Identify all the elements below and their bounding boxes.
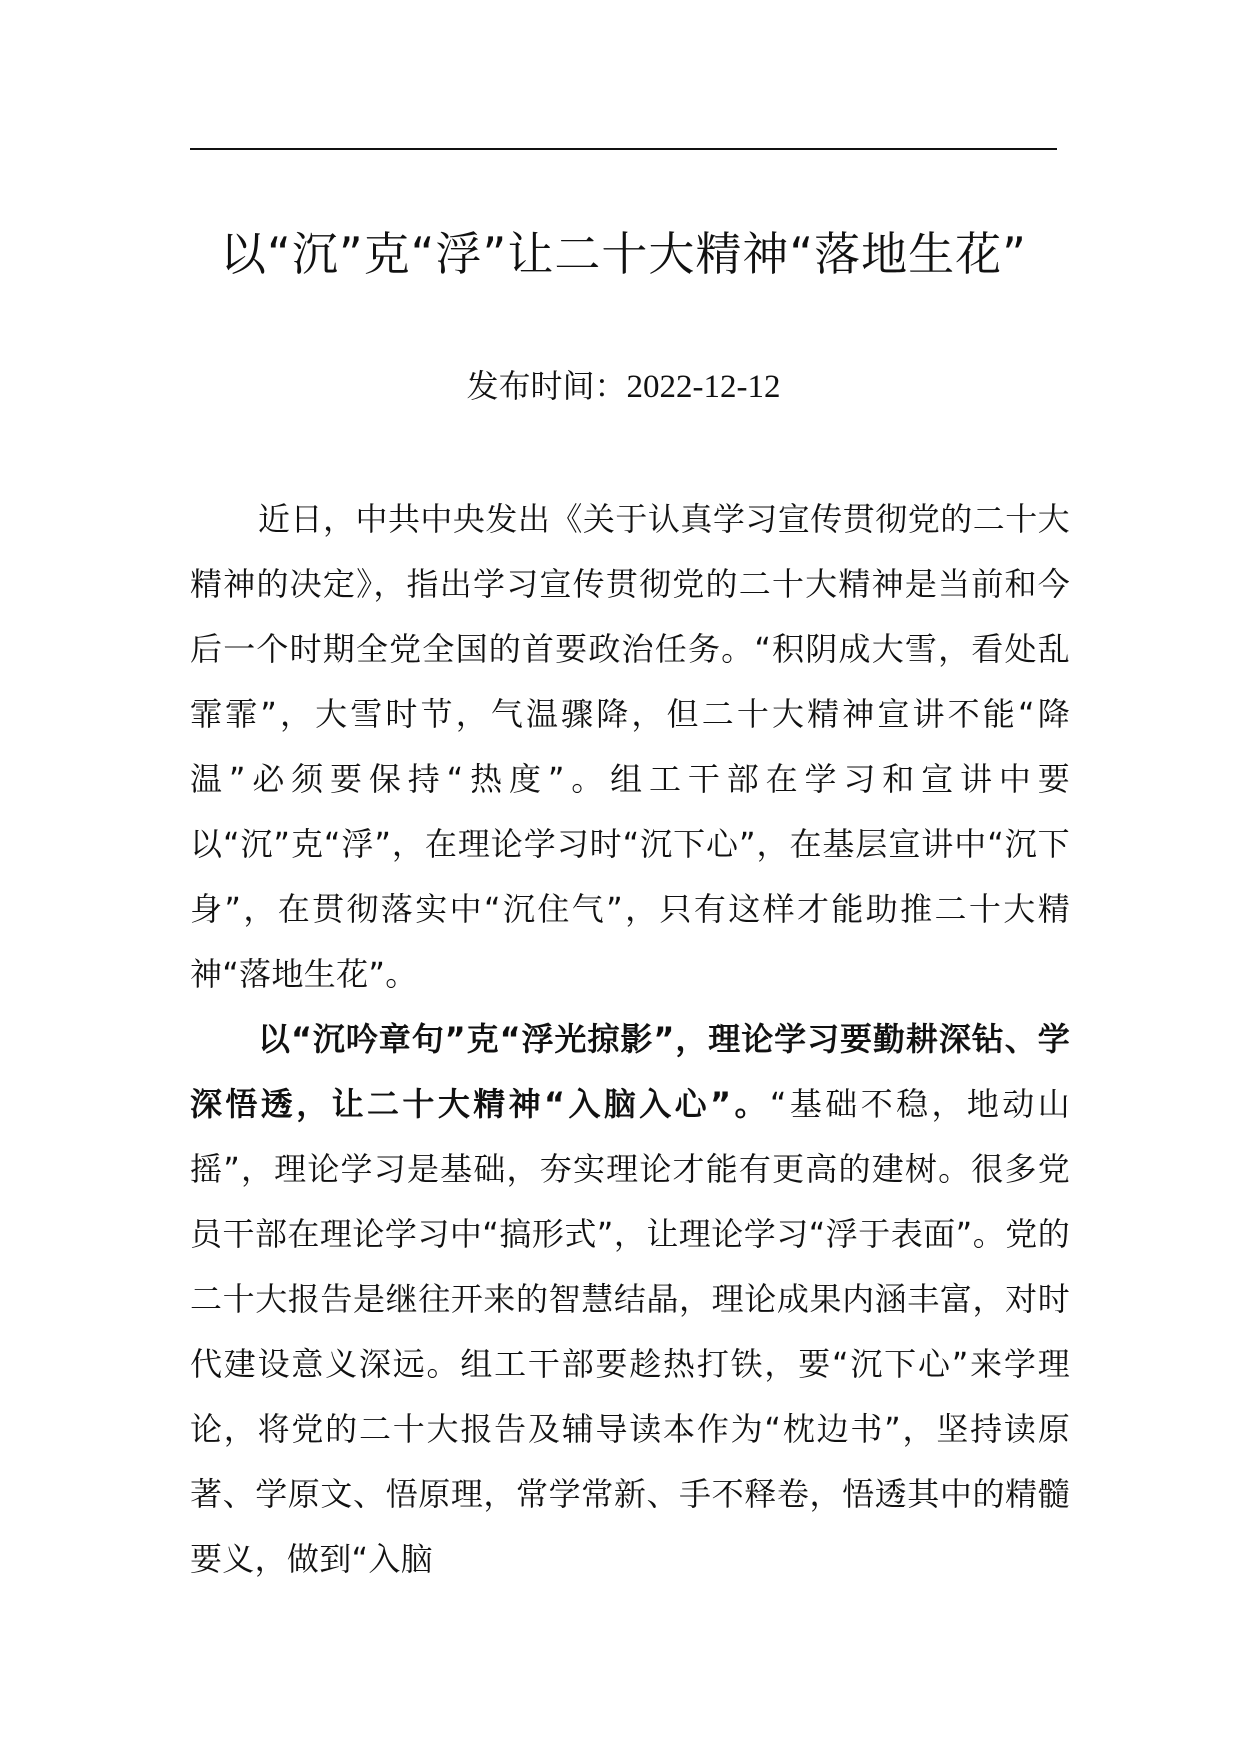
paragraph-2-lead: 以“沉吟章句”克“浮光掠影”，理论学习要勤耕深钻、学深悟透，让二十大精神“入脑入心”。 — [190, 1020, 1070, 1123]
paragraph-2 — [190, 1007, 1070, 1592]
header-rule — [190, 148, 1057, 150]
paragraph-2-text: “基础不稳，地动山摇”，理论学习是基础，夯实理论才能有更高的建树。很多党员干部在理论学习中“搞形式”，让理论学习“浮于表面”。党的二十大报告是继往开来的智慧结晶，理论成果内涵丰富，对时代建设意义深远。组工干部要趁热打铁，要“沉下心”来学理论，将党的二十大报告及辅导读本作为“枕边书”，坚持读原著、学原文、悟原理，常学常新、手不释卷，悟透其中的精髓要义，做到“入脑 — [190, 1085, 1070, 1578]
paragraph-1-text: 近日，中共中央发出《关于认真学习宣传贯彻党的二十大精神的决定》，指出学习宣传贯彻党的二十大精神是当前和今后一个时期全党全国的首要政治任务。“积阴成大雪，看处乱霏霏”，大雪时节，气温骤降，但二十大精神宣讲不能“降温”必须要保持“热度”。组工干部在学习和宣讲中要以“沉”克“浮”，在理论学习时“沉下心”，在基层宣讲中“沉下身”，在贯彻落实中“沉住气”，只有这样才能助推二十大精神“落地生花”。 — [190, 500, 1070, 993]
publish-date-value: 2022-12-12 — [626, 369, 781, 405]
article-body — [190, 487, 1070, 1592]
publish-date-label: 发布时间： — [466, 367, 627, 405]
paragraph-1 — [190, 487, 1070, 1007]
document-title: 以“沉”克“浮”让二十大精神“落地生花” — [220, 227, 1027, 281]
publish-date — [190, 366, 1057, 407]
